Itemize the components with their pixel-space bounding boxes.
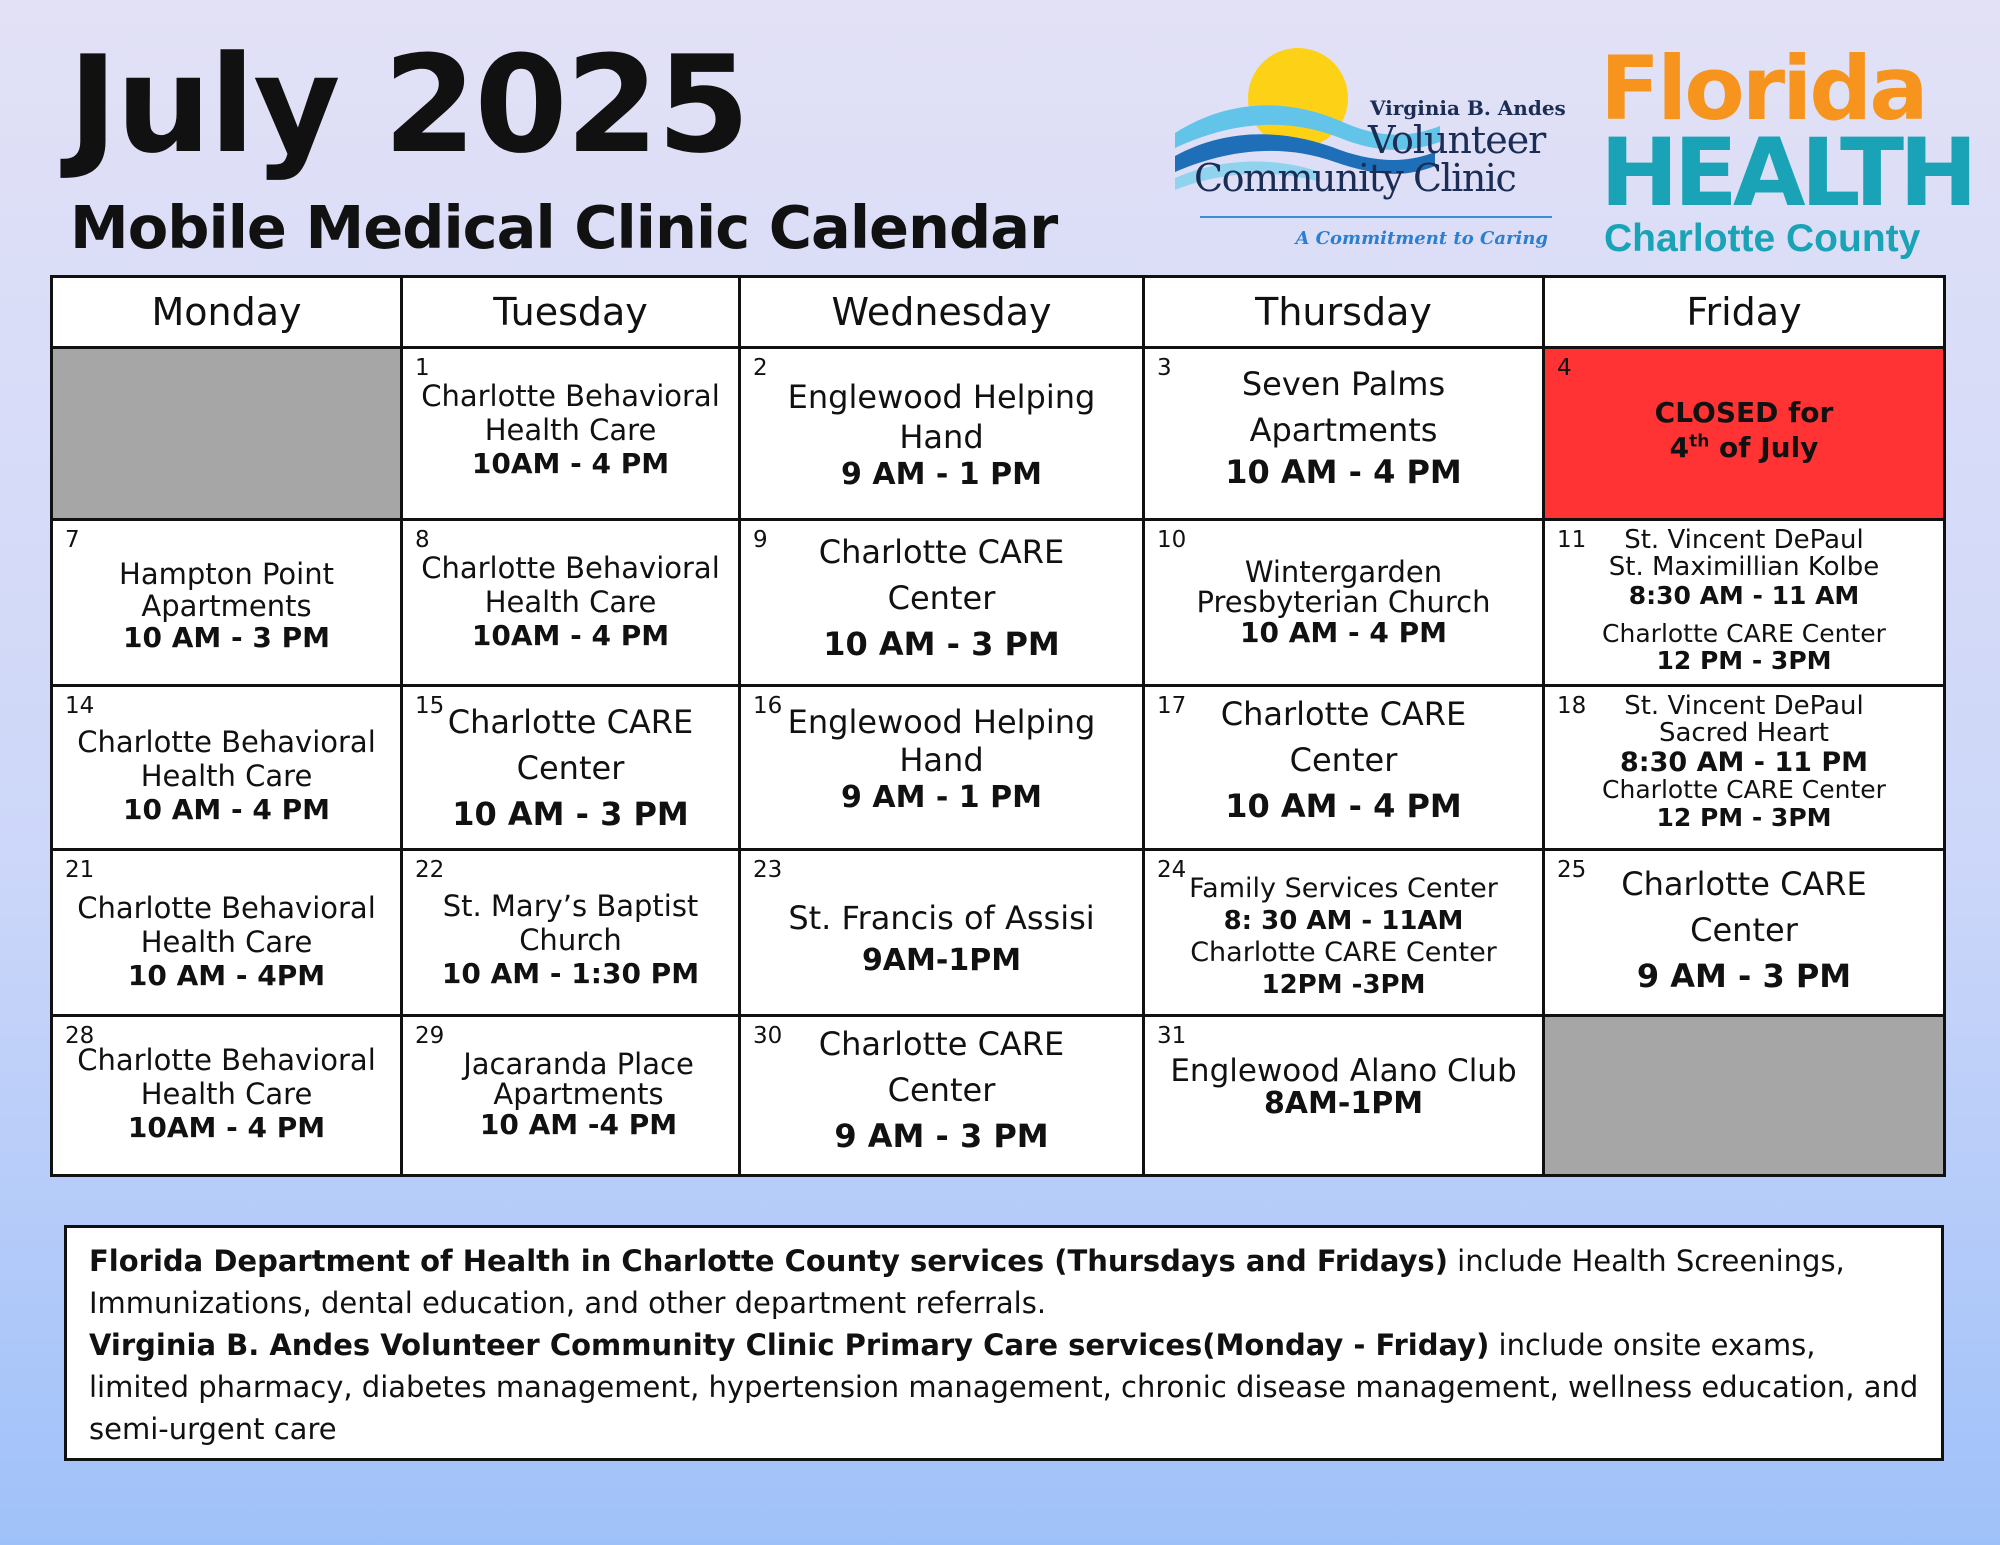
clinic-hours: 8:30 AM - 11 AM (1628, 580, 1860, 610)
day-number: 31 (1157, 1023, 1187, 1049)
day-cell (1544, 850, 1945, 1016)
day-cell (1144, 1016, 1544, 1176)
location-name: St. Maximillian Kolbe (1608, 552, 1880, 583)
weekday-header-friday: Friday (1544, 277, 1945, 348)
clinic-hours: 8AM-1PM (1263, 1085, 1424, 1121)
day-cell (52, 686, 402, 850)
location-name: Center (1289, 741, 1398, 780)
day-number: 28 (65, 1023, 95, 1049)
calendar-week (52, 348, 1945, 520)
clinic-hours: 12 PM - 3PM (1656, 646, 1832, 676)
location-name: Center (1690, 911, 1798, 950)
calendar-week (52, 850, 1945, 1016)
fh-florida-text: Florida (1600, 37, 1926, 140)
location-name: Hand (899, 418, 984, 456)
location-name: Apartments (493, 1077, 664, 1112)
clinic-hours: 10 AM - 4 PM (123, 793, 330, 827)
clinic-hours: 10 AM - 4 PM (1225, 452, 1462, 491)
day-number: 2 (753, 355, 768, 381)
location-name: Hand (899, 741, 984, 780)
calendar-grid (50, 275, 1946, 1177)
day-number: 17 (1157, 693, 1187, 719)
location-name: Apartments (1249, 411, 1438, 450)
day-cell (52, 1016, 402, 1176)
vcc-services-heading: Virginia B. Andes Volunteer Community Clinic Primary Care services(Monday - Friday) (89, 1328, 1490, 1362)
day-cell (402, 1016, 740, 1176)
location-name: St. Vincent DePaul (1624, 691, 1864, 721)
day-cell (402, 850, 740, 1016)
page-title: July 2025 (68, 27, 749, 183)
location-name: Hampton Point (119, 557, 334, 591)
location-name: Charlotte CARE (447, 703, 694, 741)
clinic-hours: 10 AM - 4 PM (1225, 786, 1462, 825)
fh-county-text: Charlotte County (1604, 217, 1921, 260)
clinic-hours: 8:30 AM - 11 PM (1620, 746, 1868, 778)
location-name: St. Mary’s Baptist (442, 889, 699, 923)
day-number: 7 (65, 527, 80, 553)
day-cell (740, 520, 1144, 686)
location-name: Apartments (141, 588, 312, 623)
location-name: Health Care (140, 759, 313, 794)
vcc-services-text (89, 1324, 1919, 1450)
fdoh-services-description: include Health Screenings, Immunizations, dental education, and other department referrals. (89, 1244, 1845, 1320)
day-number: 10 (1157, 527, 1187, 553)
clinic-hours: 10AM - 4 PM (471, 619, 670, 653)
calendar-week (52, 686, 1945, 850)
clinic-hours: 9 AM - 1 PM (841, 457, 1042, 492)
location-name: Center (887, 1071, 996, 1110)
weekday-header-row (52, 277, 1945, 348)
day-number: 4 (1557, 355, 1572, 381)
clinic-hours: 9AM-1PM (861, 943, 1022, 979)
empty-day-cell (1544, 1016, 1945, 1176)
day-number: 3 (1157, 355, 1172, 381)
day-number: 21 (65, 857, 95, 883)
day-cell (52, 520, 402, 686)
location-name: Charlotte Behavioral (421, 379, 720, 413)
day-number: 30 (753, 1023, 783, 1049)
location-name: Church (519, 923, 622, 958)
day-cell (1544, 520, 1945, 686)
location-name: Presbyterian Church (1196, 585, 1491, 620)
day-cell (1144, 850, 1544, 1016)
location-name: Charlotte CARE (818, 533, 1065, 571)
clinic-hours: 9 AM - 1 PM (841, 779, 1042, 815)
fdoh-services-heading: Florida Department of Health in Charlotte County services (Thursdays and Fridays) (89, 1244, 1448, 1278)
vcc-tagline: A Commitment to Caring (1295, 228, 1548, 249)
clinic-hours: 12PM -3PM (1261, 970, 1426, 1001)
calendar-week (52, 1016, 1945, 1176)
clinic-hours: 12 PM - 3PM (1656, 802, 1832, 832)
fdoh-services-text (89, 1240, 1919, 1324)
location-name: Family Services Center (1189, 873, 1498, 904)
day-cell (740, 686, 1144, 850)
location-name: Charlotte CARE (818, 1025, 1065, 1063)
location-name: Wintergarden (1244, 555, 1443, 589)
day-number: 1 (415, 355, 430, 381)
vcc-name-line3: Community Clinic (1194, 156, 1516, 200)
clinic-hours: 10 AM - 1:30 PM (441, 957, 700, 991)
closed-day-cell (1544, 348, 1945, 520)
location-name: Seven Palms (1241, 365, 1446, 403)
volunteer-clinic-logo (1170, 38, 1566, 258)
day-number: 14 (65, 693, 95, 719)
location-name: Englewood Helping (787, 378, 1096, 416)
location-name: Charlotte Behavioral (421, 551, 720, 585)
day-cell (1544, 686, 1945, 850)
clinic-hours: 8: 30 AM - 11AM (1223, 905, 1464, 936)
day-number: 25 (1557, 857, 1587, 883)
calendar-week (52, 520, 1945, 686)
empty-day-cell (52, 348, 402, 520)
weekday-header-thursday: Thursday (1144, 277, 1544, 348)
day-cell (52, 850, 402, 1016)
day-cell (740, 1016, 1144, 1176)
day-number: 16 (753, 693, 783, 719)
location-name: Sacred Heart (1659, 718, 1829, 749)
vcc-name-line2: Volunteer (1368, 118, 1546, 162)
location-name: Charlotte CARE Center (1602, 775, 1886, 805)
day-cell (740, 348, 1144, 520)
clinic-hours: 10AM - 4 PM (127, 1111, 326, 1145)
clinic-hours: 10 AM - 3 PM (123, 620, 330, 654)
weekday-header-monday: Monday (52, 277, 402, 348)
location-name: Charlotte Behavioral (77, 725, 376, 759)
location-name: Health Care (484, 413, 657, 448)
clinic-hours: 9 AM - 3 PM (1636, 956, 1852, 995)
location-name: St. Vincent DePaul (1624, 525, 1864, 555)
day-cell (402, 520, 740, 686)
clinic-hours: 10AM - 4 PM (471, 447, 670, 481)
location-name: Charlotte CARE (1220, 695, 1467, 733)
day-number: 8 (415, 527, 430, 553)
clinic-hours: 10 AM - 4 PM (1240, 615, 1447, 649)
weekday-header-wednesday: Wednesday (740, 277, 1144, 348)
day-number: 23 (753, 857, 783, 883)
page-subtitle: Mobile Medical Clinic Calendar (70, 193, 1058, 262)
day-number: 22 (415, 857, 445, 883)
day-cell (740, 850, 1144, 1016)
day-number: 9 (753, 527, 768, 553)
clinic-hours: 10 AM - 3 PM (452, 794, 689, 833)
location-name: Center (887, 579, 996, 618)
closed-notice: CLOSED for 4th of July (1654, 396, 1834, 464)
clinic-hours: 9 AM - 3 PM (834, 1116, 1049, 1155)
day-number: 24 (1157, 857, 1187, 883)
vcc-services-description: include onsite exams, limited pharmacy, diabetes management, hypertension management, chronic disease management, wellness education, and semi-urgent care (89, 1328, 1919, 1446)
vcc-divider (1200, 216, 1552, 218)
services-info-box (64, 1225, 1944, 1461)
florida-health-logo (1596, 37, 1973, 270)
location-name: Charlotte CARE (1621, 865, 1867, 903)
location-name: Charlotte CARE Center (1190, 937, 1497, 969)
location-name: Charlotte CARE Center (1602, 619, 1886, 649)
day-cell (1144, 520, 1544, 686)
day-cell (1144, 348, 1544, 520)
clinic-hours: 10 AM -4 PM (479, 1107, 678, 1141)
location-name: St. Francis of Assisi (788, 899, 1095, 937)
day-number: 15 (415, 693, 445, 719)
location-name: Health Care (484, 585, 657, 620)
location-name: Charlotte Behavioral (77, 1043, 376, 1077)
day-cell (402, 348, 740, 520)
location-name: Charlotte Behavioral (77, 891, 376, 925)
location-name: Health Care (140, 925, 313, 960)
clinic-hours: 10 AM - 3 PM (823, 624, 1060, 663)
day-number: 11 (1557, 527, 1587, 553)
location-name: Health Care (140, 1077, 313, 1112)
day-number: 29 (415, 1023, 445, 1049)
clinic-hours: 10 AM - 4PM (127, 959, 326, 993)
vcc-name-line1: Virginia B. Andes (1370, 96, 1566, 120)
day-number: 18 (1557, 693, 1587, 719)
day-cell (402, 686, 740, 850)
location-name: Englewood Alano Club (1170, 1053, 1517, 1089)
location-name: Center (516, 749, 625, 788)
fh-health-text: HEALTH (1600, 119, 1973, 228)
location-name: Jacaranda Place (463, 1047, 694, 1081)
weekday-header-tuesday: Tuesday (402, 277, 740, 348)
day-cell (1144, 686, 1544, 850)
location-name: Englewood Helping (787, 703, 1096, 741)
